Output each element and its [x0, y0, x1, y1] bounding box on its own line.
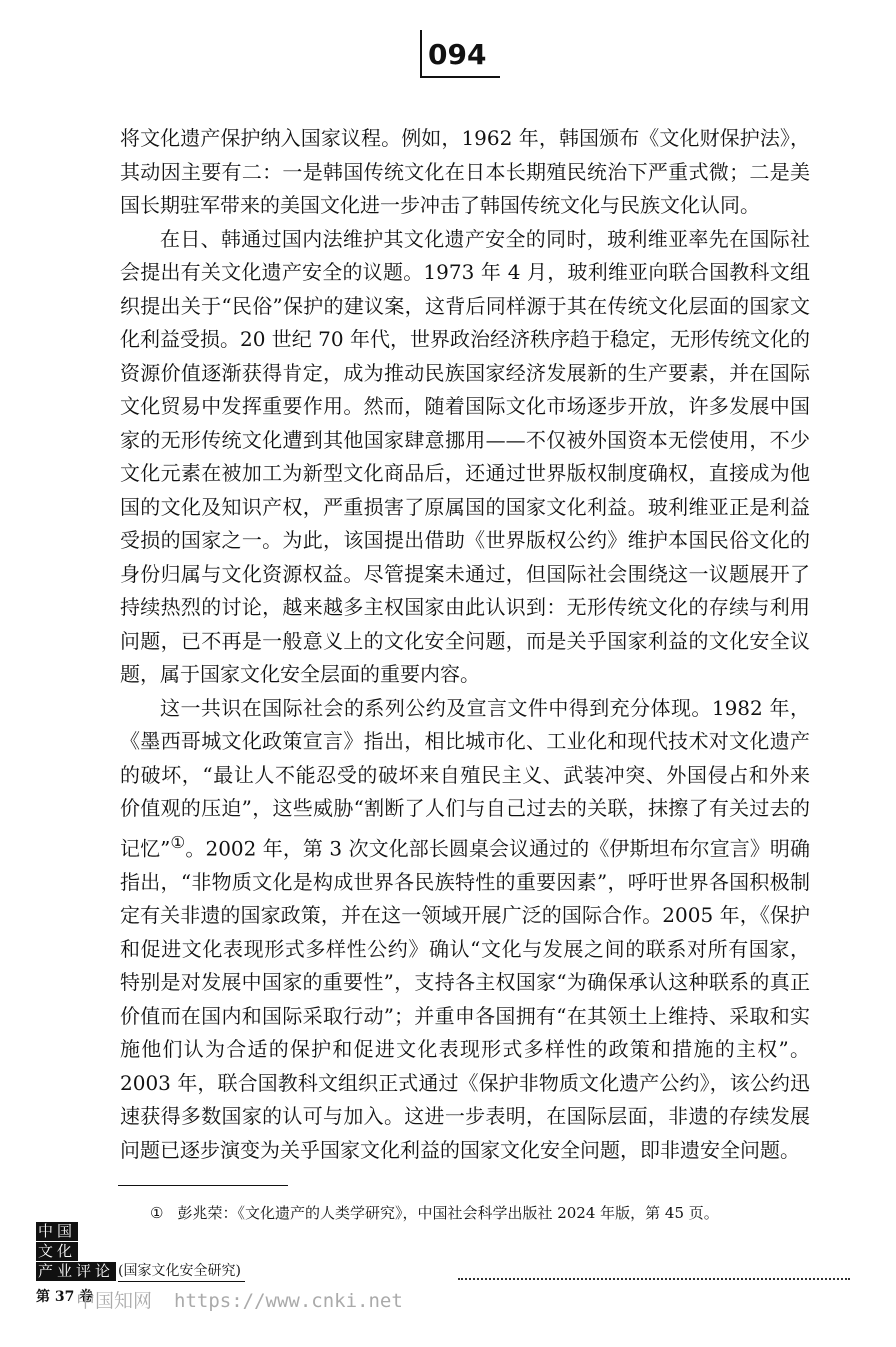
journal-name-line-1: 中国: [38, 1222, 77, 1240]
volume-label: 第 37 卷: [36, 1289, 94, 1305]
paragraph-2: 在日、韩通过国内法维护其文化遗产安全的同时，玻利维亚率先在国际社会提出有关文化遗产安全的议题。1973 年 4 月，玻利维亚向联合国教科文组织提出关于“民俗”保护的建议案，这背后同样源于其在传统文化层面的国家文化利益受损。20 世纪 70 年代，世界政治经济秩序趋于稳定，无形传统文化的资源价值逐渐获得肯定，成为推动民族国家经济发展新的生产要素，并在国际文化贸易中发挥重要作用。然而，随着国际文化市场逐步开放，许多发展中国家的无形传统文化遭到其他国家肆意挪用——不仅被外国资本无偿使用，不少文化元素在被加工为新型文化商品后，还通过世界版权制度确权，直接成为他国的文化及知识产权，严重损害了原属国的国家文化利益。玻利维亚正是利益受损的国家之一。为此，该国提出借助《世界版权公约》维护本国民俗文化的身份归属与文化资源权益。尽管提案未通过，但国际社会围绕这一议题展开了持续热烈的讨论，越来越多主权国家由此认识到：无形传统文化的存续与利用问题，已不再是一般意义上的文化安全问题，而是关乎国家利益的文化安全议题，属于国家文化安全层面的重要内容。: [120, 226, 810, 686]
footnote-reference[interactable]: ①: [170, 832, 186, 852]
journal-name-row: [36, 1262, 245, 1282]
body-text: [120, 122, 810, 1167]
paragraph-3-part-1: 这一共识在国际社会的系列公约及宣言文件中得到充分体现。1982 年，《墨西哥城文化政策宣言》指出，相比城市化、工业化和现代技术对文化遗产的破坏，“最让人不能忍受的破坏来自殖民主义、武装冲突、外国侵占和外来价值观的压迫”，这些威胁“割断了人们与自己过去的关联，抹擦了有关过去的记忆”: [120, 695, 810, 861]
paragraph-3-part-2: 。2002 年，第 3 次文化部长圆桌会议通过的《伊斯坦布尔宣言》明确指出，“非物质文化是构成世界各民族特性的重要因素”，呼吁世界各国积极制定有关非遗的国家政策，并在这一领域开展广泛的国际合作。2005 年，《保护和促进文化表现形式多样性公约》确认“文化与发展之间的联系对所有国家，特别是对发展中国家的重要性”，支持各主权国家“为确保承认这种联系的真正价值而在国内和国际采取行动”；并重申各国拥有“在其领土上维持、采取和实施他们认为合适的保护和促进文化表现形式多样性的政策和措施的主权”。2003 年，联合国教科文组织正式通过《保护非物质文化遗产公约》，该公约迅速获得多数国家的认可与加入。这进一步表明，在国际层面，非遗的存续发展问题已逐步演变为关乎国家文化利益的国家文化安全问题，即非遗安全问题。: [120, 836, 810, 1162]
footnote-mark: ①: [150, 1204, 164, 1222]
page-number: 094: [428, 38, 487, 71]
journal-name-line-2: 文化: [38, 1242, 77, 1260]
footnote-divider: [118, 1185, 288, 1186]
watermark-name: 中国知网: [76, 1290, 153, 1312]
footer-dotted-line: [458, 1278, 850, 1280]
footnote-text: 彭兆荣：《文化遗产的人类学研究》，中国社会科学出版社 2024 年版，第 45 页。: [177, 1204, 719, 1222]
paragraph-1: 将文化遗产保护纳入国家议程。例如，1962 年，韩国颁布《文化财保护法》，其动因主要有二：一是韩国传统文化在日本长期殖民统治下严重式微；二是美国长期驻军带来的美国文化进一步冲击了韩国传统文化与民族文化认同。: [120, 126, 810, 217]
cnki-watermark: [76, 1286, 403, 1313]
watermark-url[interactable]: https://www.cnki.net: [174, 1290, 403, 1312]
journal-name-line-3: 产业评论: [38, 1262, 115, 1280]
journal-logo: [36, 1222, 245, 1282]
paragraph-3: [120, 692, 810, 1168]
footnote: [150, 1203, 810, 1223]
journal-subtitle: (国家文化安全研究): [118, 1262, 245, 1282]
